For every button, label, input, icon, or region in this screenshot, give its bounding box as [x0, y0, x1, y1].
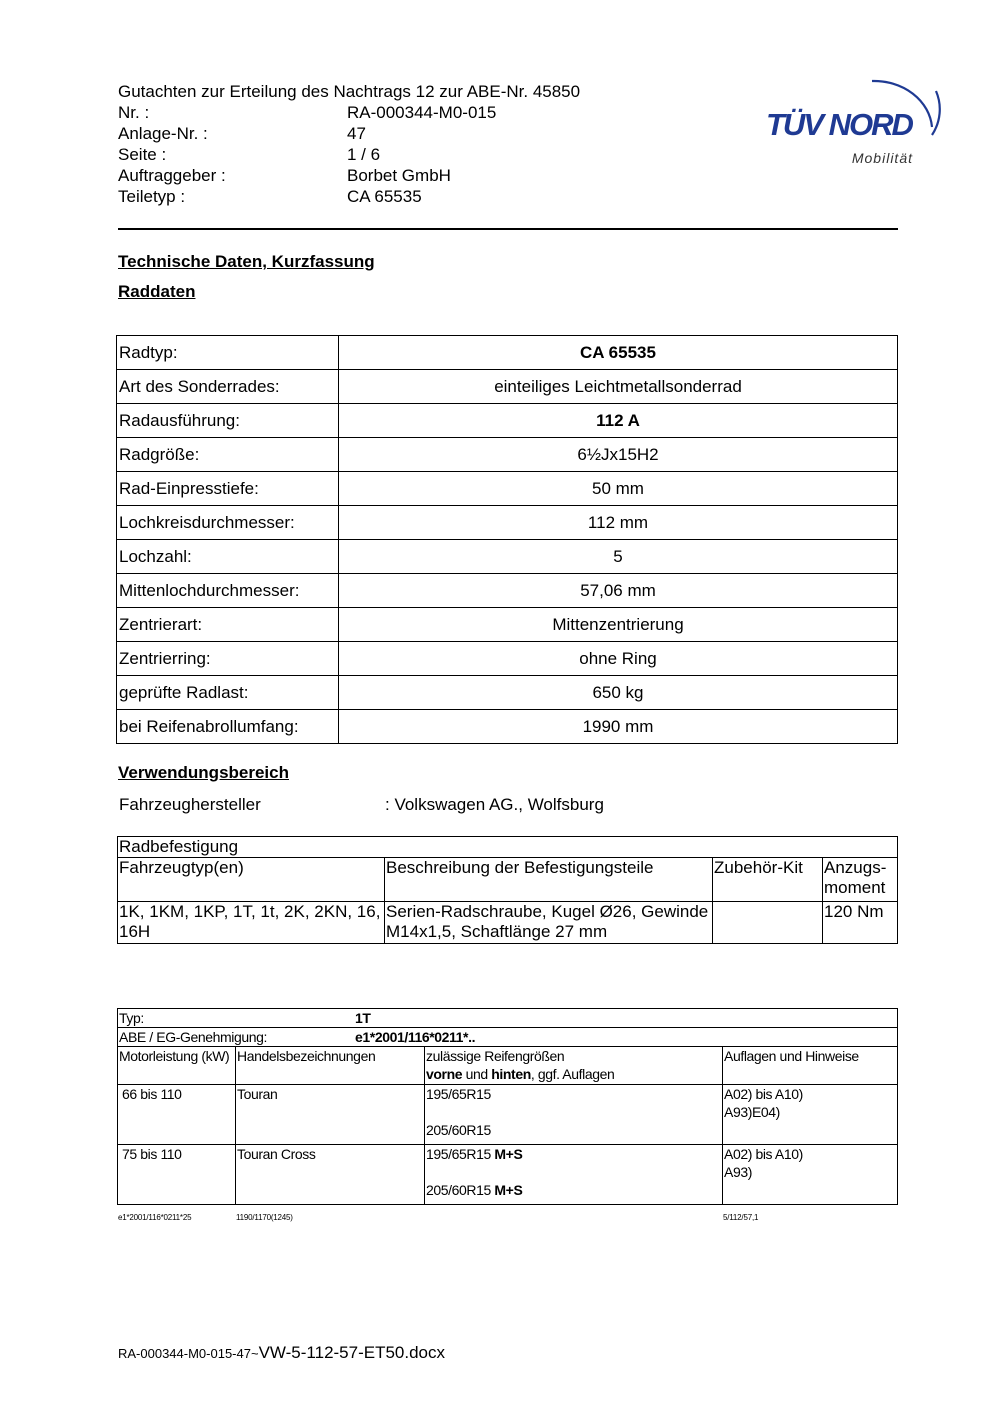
raddaten-label: Radgröße: [117, 438, 339, 472]
raddaten-row [117, 608, 898, 642]
cell-handelsbezeichnung: Touran Cross [236, 1145, 425, 1205]
typ-data-row [118, 1085, 898, 1145]
radbefestigung-title: Radbefestigung [118, 837, 898, 858]
typ-row [118, 1009, 898, 1028]
header-auflagen: Auflagen und Hinweise [723, 1047, 898, 1085]
raddaten-value: 112 A [339, 404, 898, 438]
footnote-right: 5/112/57,1 [723, 1213, 759, 1222]
raddaten-label: bei Reifenabrollumfang: [117, 710, 339, 744]
document-header [118, 81, 580, 207]
raddaten-label: Radtyp: [117, 336, 339, 370]
cell-reifen: 195/65R15 M+S 205/60R15 M+S [425, 1145, 723, 1205]
raddaten-label: Radausführung: [117, 404, 339, 438]
raddaten-value: 112 mm [339, 506, 898, 540]
radbefestigung-header-row [118, 858, 898, 902]
header-title: Gutachten zur Erteilung des Nachtrags 12 zur ABE-Nr. 45850 [118, 82, 581, 101]
header-row-auftraggeber: Auftraggeber : Borbet GmbH [118, 166, 451, 185]
raddaten-label: Zentrierart: [117, 608, 339, 642]
raddaten-label: Zentrierring: [117, 642, 339, 676]
raddaten-label: geprüfte Radlast: [117, 676, 339, 710]
footer-id: RA-000344-M0-015-47~ [118, 1346, 259, 1361]
cell-anzugsmoment: 120 Nm [823, 902, 898, 944]
raddaten-value: ohne Ring [339, 642, 898, 676]
footnote-left: e1*2001/116*0211*25 [118, 1213, 192, 1222]
raddaten-row [117, 506, 898, 540]
header-divider [118, 228, 898, 230]
raddaten-row [117, 710, 898, 744]
radbefestigung-data-row [118, 902, 898, 944]
radbefestigung-title-row [118, 837, 898, 858]
raddaten-value: 1990 mm [339, 710, 898, 744]
raddaten-value: Mittenzentrierung [339, 608, 898, 642]
typ-data-row [118, 1145, 898, 1205]
raddaten-row [117, 404, 898, 438]
typ-header-row [118, 1047, 898, 1085]
header-row-nr: Nr. : RA-000344-M0-015 [118, 103, 497, 122]
header-row-teiletyp: Teiletyp : CA 65535 [118, 187, 422, 206]
raddaten-label: Art des Sonderrades: [117, 370, 339, 404]
logo-subtitle: Mobilität [851, 150, 913, 166]
header-reifengroessen: zulässige Reifengrößen vorne und hinten, ggf. Auflagen [425, 1047, 723, 1085]
raddaten-row [117, 472, 898, 506]
raddaten-label: Lochkreisdurchmesser: [117, 506, 339, 540]
radbefestigung-table [117, 836, 898, 944]
typ-value: 1T [355, 1010, 371, 1026]
page-footer [118, 1343, 445, 1363]
header-beschreibung: Beschreibung der Befestigungsteile [385, 858, 713, 902]
raddaten-label: Lochzahl: [117, 540, 339, 574]
header-row-seite: Seite : 1 / 6 [118, 145, 381, 164]
header-row-anlage: Anlage-Nr. : 47 [118, 124, 366, 143]
cell-auflagen: A02) bis A10) A93)E04) [723, 1085, 898, 1145]
tuv-nord-logo [760, 55, 945, 170]
raddaten-row [117, 336, 898, 370]
header-handelsbezeichnungen: Handelsbezeichnungen [236, 1047, 425, 1085]
verwendung-heading: Verwendungsbereich [118, 763, 289, 782]
footer-filename: VW-5-112-57-ET50.docx [258, 1343, 446, 1362]
cell-motorleistung: 75 bis 110 [122, 1146, 182, 1162]
logo-brand-text: TÜV NORD [766, 107, 912, 142]
section-title: Technische Daten, Kurzfassung [118, 252, 375, 271]
hersteller-label: Fahrzeughersteller [119, 795, 261, 814]
raddaten-value: 5 [339, 540, 898, 574]
cell-fahrzeugtyp: 1K, 1KM, 1KP, 1T, 1t, 2K, 2KN, 16, 16H [118, 902, 385, 944]
raddaten-label: Rad-Einpresstiefe: [117, 472, 339, 506]
raddaten-value: 57,06 mm [339, 574, 898, 608]
raddaten-table [116, 335, 898, 744]
raddaten-label: Mittenlochdurchmesser: [117, 574, 339, 608]
raddaten-row [117, 574, 898, 608]
cell-handelsbezeichnung: Touran [236, 1085, 425, 1145]
abe-label: ABE / EG-Genehmigung: [119, 1029, 268, 1045]
header-zubehoer-kit: Zubehör-Kit [713, 858, 823, 902]
raddaten-row [117, 438, 898, 472]
hersteller-value: : Volkswagen AG., Wolfsburg [385, 795, 604, 814]
typ-table [117, 1008, 898, 1205]
header-fahrzeugtyp: Fahrzeugtyp(en) [118, 858, 385, 902]
cell-reifen: 195/65R15 205/60R15 [425, 1085, 723, 1145]
raddaten-row [117, 540, 898, 574]
typ-label: Typ: [119, 1010, 144, 1026]
footnote-mid: 1190/1170(1245) [236, 1213, 293, 1222]
cell-zubehoer-kit [713, 902, 823, 944]
cell-beschreibung: Serien-Radschraube, Kugel Ø26, Gewinde M14x1,5, Schaftlänge 27 mm [385, 902, 713, 944]
raddaten-value: CA 65535 [339, 336, 898, 370]
raddaten-row [117, 642, 898, 676]
cell-motorleistung: 66 bis 110 [122, 1086, 182, 1102]
raddaten-value: 50 mm [339, 472, 898, 506]
raddaten-value: 650 kg [339, 676, 898, 710]
raddaten-value: 6½Jx15H2 [339, 438, 898, 472]
cell-auflagen: A02) bis A10) A93) [723, 1145, 898, 1205]
raddaten-row [117, 370, 898, 404]
raddaten-row [117, 676, 898, 710]
header-motorleistung: Motorleistung (kW) [118, 1047, 236, 1085]
raddaten-heading: Raddaten [118, 282, 196, 301]
abe-row [118, 1028, 898, 1047]
abe-value: e1*2001/116*0211*.. [355, 1029, 476, 1045]
raddaten-value: einteiliges Leichtmetallsonderrad [339, 370, 898, 404]
header-anzugsmoment: Anzugs-moment [823, 858, 898, 902]
